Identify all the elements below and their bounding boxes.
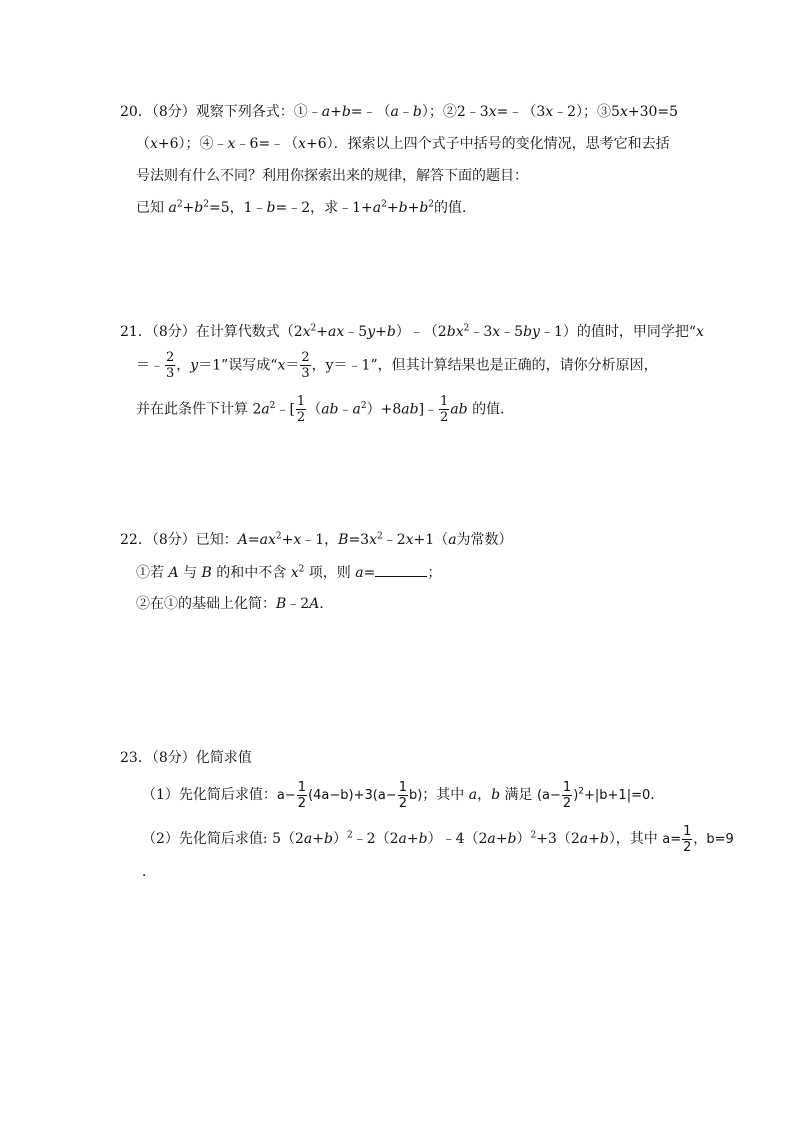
fraction-one-half: $\frac{1}{2}$	[296, 394, 306, 425]
q21-line-1: 21．（8分）在计算代数式$(2x^2+ax﹣5y+b)﹣(2bx^2﹣3x﹣5by﹣1)$的值时，甲同学把“x	[120, 323, 704, 340]
fraction-one-half: $\frac{1}{2}$	[297, 780, 307, 811]
q23-line-1: 23．（8分）化简求值	[120, 750, 252, 766]
q21-line-2: ＝﹣ $\frac{2}{3}$ ，y＝1”误写成“x＝ $\frac{2}{3}$ ，y＝﹣1”，但其计算结果也是正确的，请你分析原因，	[136, 350, 658, 381]
q23-line-4: ．	[142, 864, 156, 880]
fraction-one-half: $\frac{1}{2}$	[398, 780, 407, 811]
q22-line-1: 22．（8分）已知：$A=ax^2+x﹣1$，$B=3x^2﹣2x+1(a$为常数）	[120, 531, 513, 548]
q22-line-3: ②在①的基础上化简：B﹣2A．	[136, 596, 334, 612]
q20-line-4: 已知 $a^2+b^2=5$，1﹣b=﹣2，求$﹣1+a^2+b+b^2$的值．	[136, 199, 477, 216]
fraction-one-half: $\frac{1}{2}$	[683, 824, 692, 855]
q23-line-2: （1）先化简后求值：a− $\frac{1}{2}$ (4a−b)+3(a− $\frac{1}{2}$ b)；其中 a，b 满足 (a− $\frac{1}{2}$ )$^2$+|b+1|=0．	[142, 780, 665, 811]
q23-line-3: （2）先化简后求值: $5(2a+b)^2﹣2(2a+b)﹣4(2a+b)^2+3(2a+b)$，其中 a= $\frac{1}{2}$ ，b=9	[142, 824, 734, 855]
fraction-two-thirds: $\frac{2}{3}$	[166, 350, 175, 381]
fraction-two-thirds: $\frac{2}{3}$	[301, 350, 310, 381]
q20-line-2: （x+6）；④﹣x﹣6=﹣（x+6）．探索以上四个式子中括号的变化情况，思考它和去括	[136, 136, 670, 152]
q20-line-3: 号法则有什么不同？利用你探索出来的规律，解答下面的题目：	[136, 168, 528, 184]
fraction-one-half: $\frac{1}{2}$	[562, 780, 572, 811]
fraction-one-half: $\frac{1}{2}$	[440, 394, 449, 425]
q21-line-3: 并在此条件下计算 $2a^2﹣$[ $\frac{1}{2}$ $(ab﹣a^2)+8ab]﹣$ $\frac{1}{2}$ ab 的值．	[136, 394, 515, 425]
answer-blank[interactable]	[375, 562, 427, 577]
q20-line-1: 20．（8分）观察下列各式：①﹣a+b=﹣（a﹣b）；②2﹣3x=﹣（3x﹣2）；③5x+30=5	[120, 104, 679, 120]
q22-line-2: ①若 A 与 B 的和中不含 $x^2$ 项，则 a= ；	[136, 562, 441, 583]
